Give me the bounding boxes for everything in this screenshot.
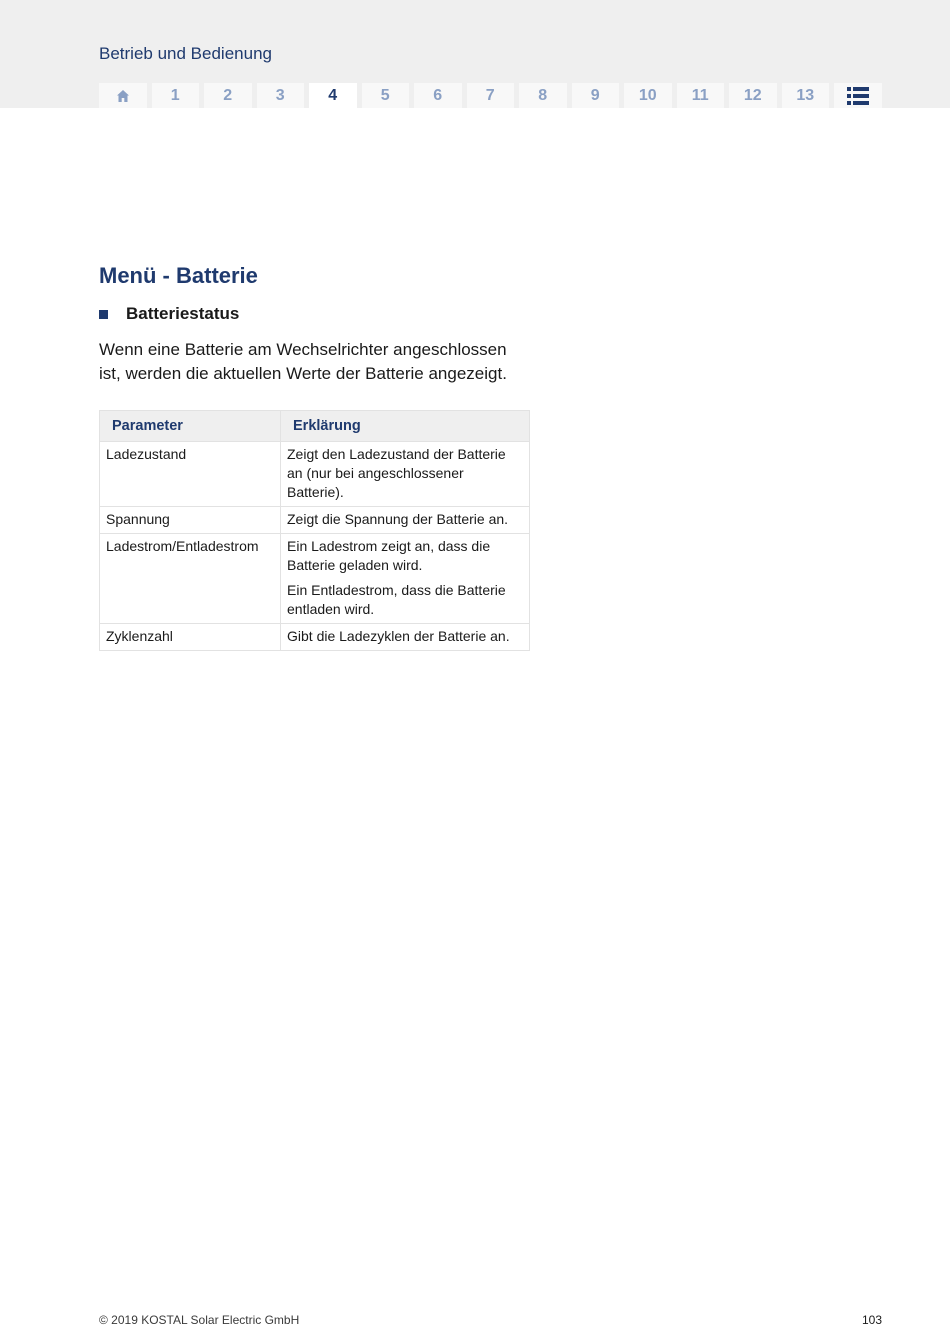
table-row	[100, 507, 530, 534]
table-row	[100, 442, 530, 507]
tab-6[interactable]: 6	[414, 83, 462, 108]
tab-9[interactable]: 9	[572, 83, 620, 108]
desc-cell	[281, 624, 530, 651]
desc-text: Ein Ladestrom zeigt an, dass die Batterie geladen wird.	[287, 538, 491, 573]
tab-7[interactable]: 7	[467, 83, 515, 108]
tab-8[interactable]: 8	[519, 83, 567, 108]
tab-11[interactable]: 11	[677, 83, 725, 108]
chapter-tabs	[99, 83, 882, 108]
tab-13[interactable]: 13	[782, 83, 830, 108]
table-row	[100, 624, 530, 651]
table-row	[100, 534, 530, 624]
desc-text: Zeigt die Spannung der Batterie an.	[287, 511, 509, 527]
tab-contents[interactable]	[834, 83, 882, 108]
home-icon	[116, 89, 130, 103]
param-cell: Ladestrom/Entladestrom	[100, 534, 281, 624]
param-cell: Ladezustand	[100, 442, 281, 507]
subheading-text: Batteriestatus	[126, 304, 240, 323]
header-erklaerung: Erklärung	[281, 411, 530, 442]
tab-3[interactable]: 3	[257, 83, 305, 108]
desc-cell	[281, 442, 530, 507]
footer-copyright: © 2019 KOSTAL Solar Electric GmbH	[99, 1313, 300, 1327]
tab-1[interactable]: 1	[152, 83, 200, 108]
page-number: 103	[862, 1313, 883, 1327]
tab-home[interactable]	[99, 83, 147, 108]
table-header-row	[100, 411, 530, 442]
desc-text: Gibt die Ladezyklen der Batterie an.	[287, 628, 510, 644]
section-title: Betrieb und Bedienung	[99, 44, 272, 63]
parameter-table	[99, 410, 530, 651]
tab-2[interactable]: 2	[204, 83, 252, 108]
tab-12[interactable]: 12	[729, 83, 777, 108]
page-heading: Menü - Batterie	[99, 263, 258, 288]
bullet-square	[99, 310, 108, 319]
desc-cell	[281, 507, 530, 534]
desc-text: Ein Entladestrom, dass die Batterie entladen wird.	[287, 582, 506, 617]
tab-5[interactable]: 5	[362, 83, 410, 108]
desc-text: Zeigt den Ladezustand der Batterie an (nur bei angeschlossener Batterie).	[287, 446, 506, 500]
subheading	[99, 304, 239, 324]
header-parameter: Parameter	[100, 411, 281, 442]
param-cell: Zyklenzahl	[100, 624, 281, 651]
tab-4[interactable]: 4	[309, 83, 357, 108]
param-cell: Spannung	[100, 507, 281, 534]
tab-10[interactable]: 10	[624, 83, 672, 108]
desc-cell	[281, 534, 530, 624]
list-icon	[847, 87, 869, 105]
intro-paragraph: Wenn eine Batterie am Wechselrichter angeschlossen ist, werden die aktuellen Werte der Batterie angezeigt.	[99, 340, 507, 383]
